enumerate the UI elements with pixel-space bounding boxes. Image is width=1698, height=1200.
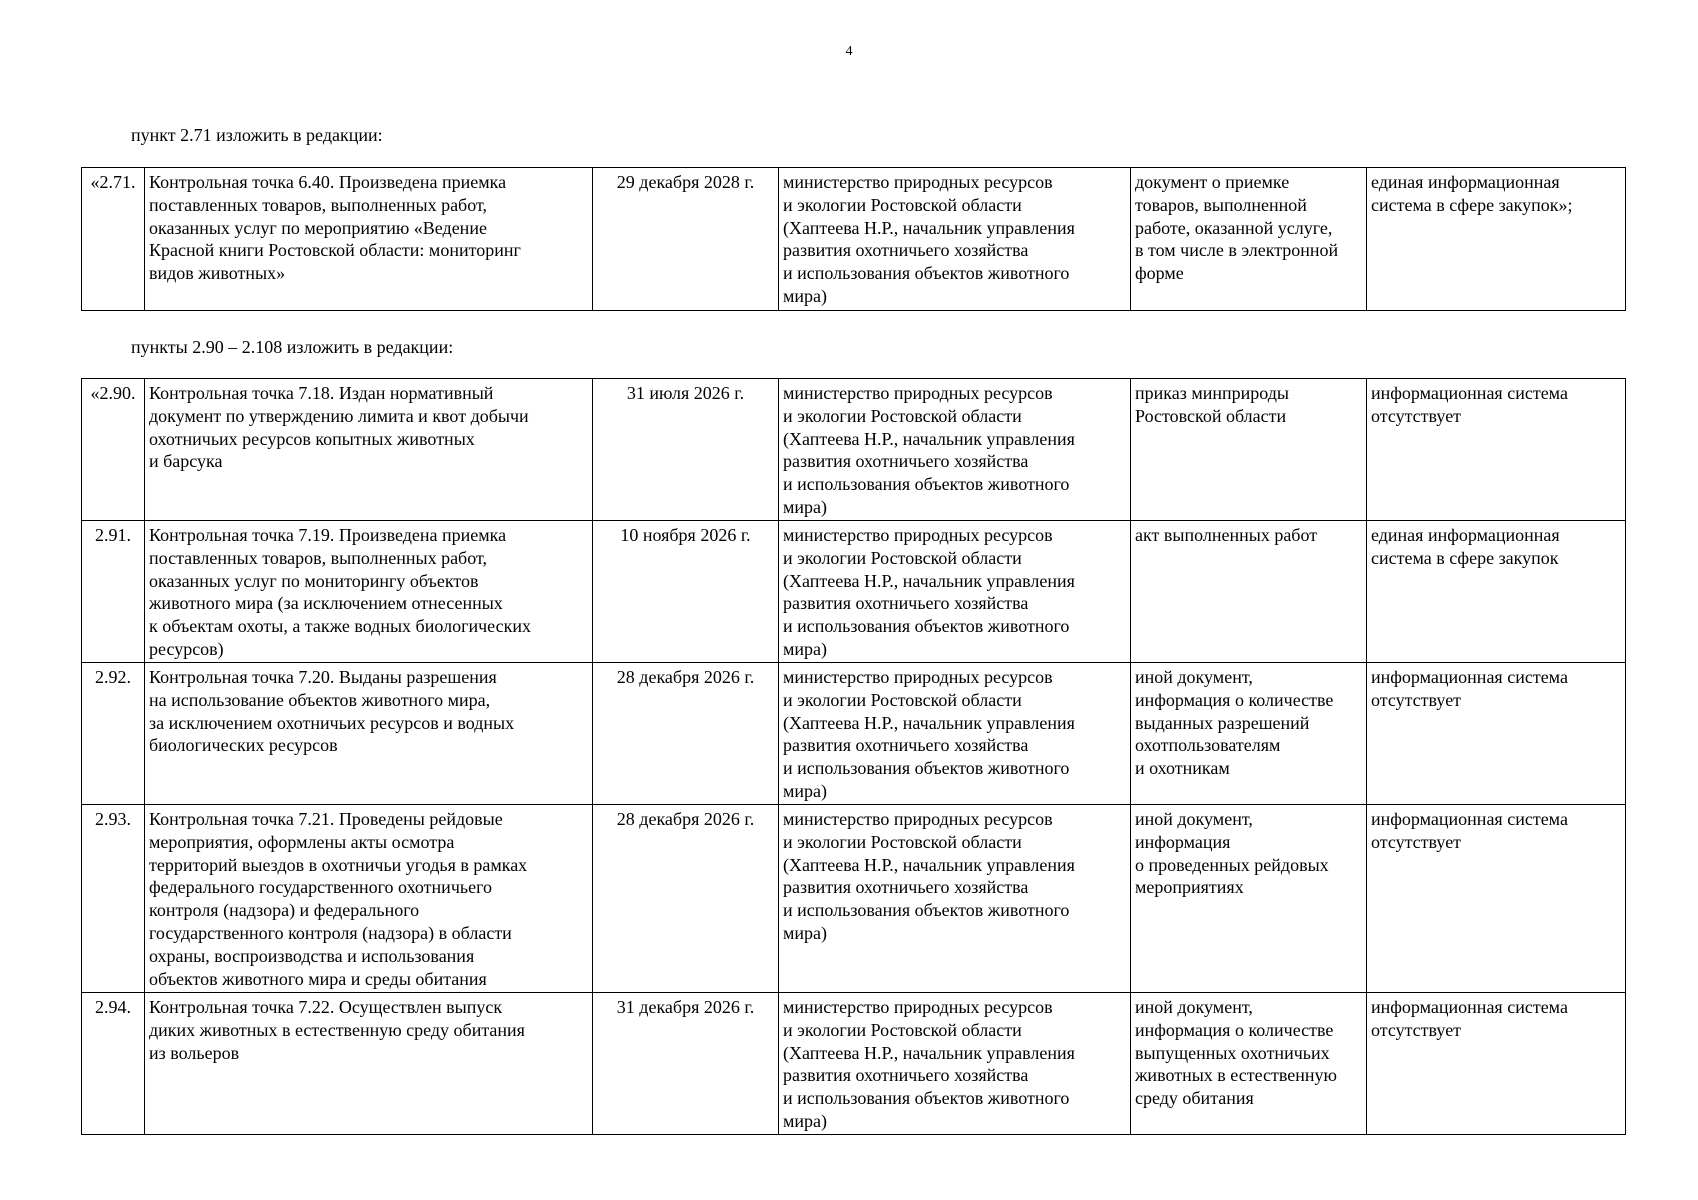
row-number: 2.94. [82,993,145,1135]
row-system: информационная система отсутствует [1367,663,1626,805]
table-row [82,168,1626,311]
row-number: «2.71. [82,168,145,311]
row-date: 29 декабря 2028 г. [593,168,779,311]
row-document: иной документ, информация о количестве выпущенных охотничьих животных в естественную среду обитания [1131,993,1367,1135]
row-date: 31 июля 2026 г. [593,379,779,521]
section2-table [81,378,1626,1135]
row-description: Контрольная точка 6.40. Произведена приемка поставленных товаров, выполненных работ, оказанных услуг по мероприятию «Ведение Красной книги Ростовской области: мониторинг видов животных» [145,168,593,311]
section1-table [81,167,1626,311]
section2-instruction: пункты 2.90 – 2.108 изложить в редакции: [131,337,454,357]
row-date: 31 декабря 2026 г. [593,993,779,1135]
row-document: иной документ, информация о количестве выданных разрешений охотпользователям и охотникам [1131,663,1367,805]
row-document: иной документ, информация о проведенных рейдовых мероприятиях [1131,805,1367,993]
table-row [82,805,1626,993]
row-responsible: министерство природных ресурсов и экологии Ростовской области (Хаптеева Н.Р., начальник управления развития охотничьего хозяйства и использования объектов животного мира) [779,805,1131,993]
row-system: информационная система отсутствует [1367,379,1626,521]
row-number: 2.92. [82,663,145,805]
row-responsible: министерство природных ресурсов и экологии Ростовской области (Хаптеева Н.Р., начальник управления развития охотничьего хозяйства и использования объектов животного мира) [779,521,1131,663]
row-number: «2.90. [82,379,145,521]
row-number: 2.91. [82,521,145,663]
row-document: акт выполненных работ [1131,521,1367,663]
row-system: информационная система отсутствует [1367,805,1626,993]
row-number: 2.93. [82,805,145,993]
row-responsible: министерство природных ресурсов и экологии Ростовской области (Хаптеева Н.Р., начальник управления развития охотничьего хозяйства и использования объектов животного мира) [779,168,1131,311]
row-system: единая информационная система в сфере закупок»; [1367,168,1626,311]
row-responsible: министерство природных ресурсов и экологии Ростовской области (Хаптеева Н.Р., начальник управления развития охотничьего хозяйства и использования объектов животного мира) [779,379,1131,521]
row-document: приказ минприроды Ростовской области [1131,379,1367,521]
table-row [82,993,1626,1135]
row-description: Контрольная точка 7.22. Осуществлен выпуск диких животных в естественную среду обитания из вольеров [145,993,593,1135]
row-description: Контрольная точка 7.20. Выданы разрешения на использование объектов животного мира, за исключением охотничьих ресурсов и водных биологических ресурсов [145,663,593,805]
row-document: документ о приемке товаров, выполненной работе, оказанной услуге, в том числе в электронной форме [1131,168,1367,311]
row-description: Контрольная точка 7.18. Издан нормативный документ по утверждению лимита и квот добычи охотничьих ресурсов копытных животных и барсука [145,379,593,521]
page-number: 4 [845,44,853,59]
row-date: 10 ноября 2026 г. [593,521,779,663]
row-system: единая информационная система в сфере закупок [1367,521,1626,663]
section1-instruction: пункт 2.71 изложить в редакции: [131,125,383,145]
row-date: 28 декабря 2026 г. [593,805,779,993]
row-responsible: министерство природных ресурсов и экологии Ростовской области (Хаптеева Н.Р., начальник управления развития охотничьего хозяйства и использования объектов животного мира) [779,663,1131,805]
table-row [82,663,1626,805]
row-date: 28 декабря 2026 г. [593,663,779,805]
row-description: Контрольная точка 7.21. Проведены рейдовые мероприятия, оформлены акты осмотра территорий выездов в охотничьи угодья в рамках федерального государственного охотничьего контроля (надзора) и федерального государственного контроля (надзора) в области охраны, воспроизводства и использования объектов животного мира и среды обитания [145,805,593,993]
row-system: информационная система отсутствует [1367,993,1626,1135]
row-description: Контрольная точка 7.19. Произведена приемка поставленных товаров, выполненных работ, оказанных услуг по мониторингу объектов животного мира (за исключением отнесенных к объектам охоты, а также водных биологических ресурсов) [145,521,593,663]
table-row [82,521,1626,663]
row-responsible: министерство природных ресурсов и экологии Ростовской области (Хаптеева Н.Р., начальник управления развития охотничьего хозяйства и использования объектов животного мира) [779,993,1131,1135]
table-row [82,379,1626,521]
